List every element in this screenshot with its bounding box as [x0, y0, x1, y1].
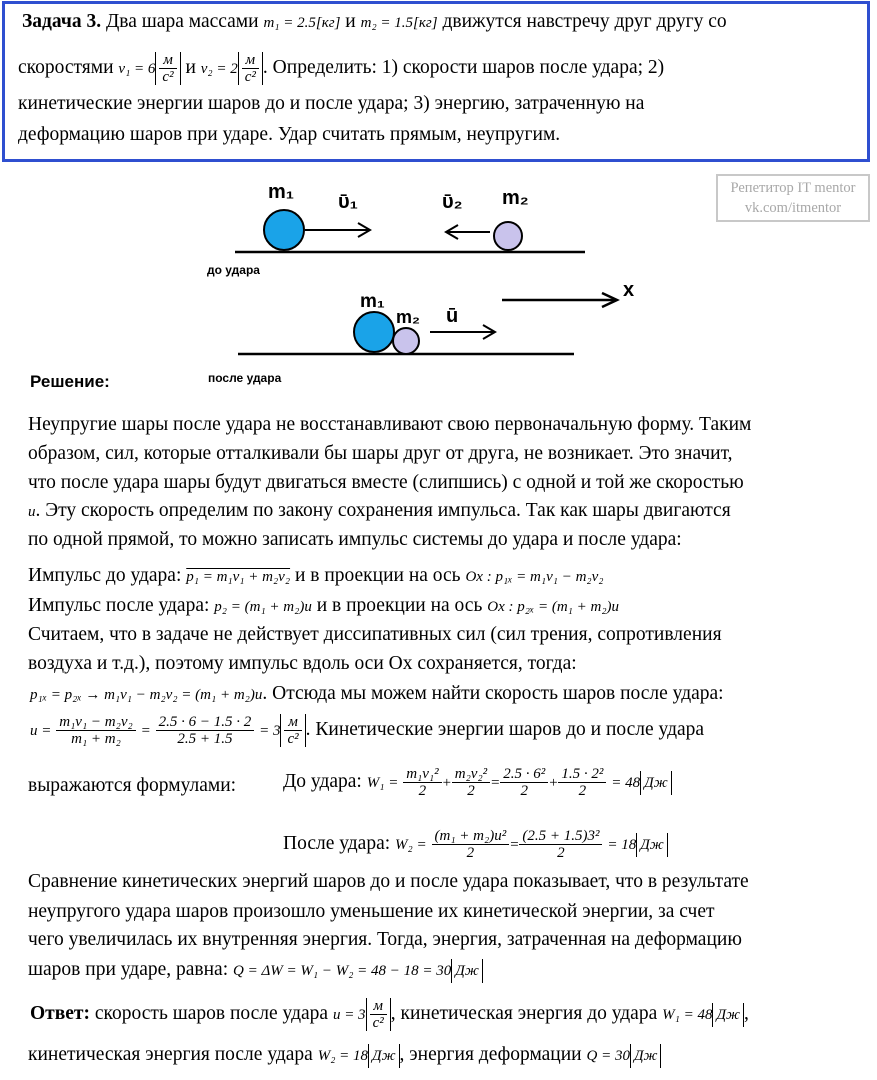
answer-w2: W₂ = 18 [317, 1048, 369, 1064]
solution-text: и в проекции на ось [316, 595, 483, 616]
frac-num: m₂v₂² [452, 766, 490, 783]
frac-den: 2 [520, 783, 529, 799]
solution-line: Считаем, что в задаче не действует диссипативных сил (сил трения, сопротивления [28, 624, 722, 645]
answer-q: Q = 30 [586, 1048, 630, 1064]
solution-line: чего увеличилась их внутренняя энергия. Тогда, энергия, затраченная на деформацию [28, 929, 742, 950]
var-u: u [28, 504, 36, 520]
task-text: и [345, 11, 356, 32]
task-text: . Определить: 1) скорости шаров после удара; 2) [262, 56, 665, 78]
formula-u: u = [30, 722, 52, 739]
unit-joule: Дж [630, 1044, 662, 1068]
label-v1: ῡ₁ [338, 191, 358, 213]
formula-p2x: Ox : p₂ₓ = (m₁ + m₂)u [487, 599, 620, 615]
solution-text: После удара: [283, 832, 391, 854]
task-text: движутся навстречу друг другу со [442, 11, 727, 32]
unit-joule: Дж [636, 833, 668, 857]
formula-w2-result: = 18 [607, 836, 637, 853]
solution-line: что после удара шары будут двигаться вместе (слипшись) с одной и той же скоростью [28, 472, 744, 493]
task-text: Два шара массами [106, 11, 259, 32]
solution-text: шаров при ударе, равна: [28, 959, 229, 980]
ball-m2-icon [393, 328, 419, 354]
task-line-4: деформацию шаров при ударе. Удар считать прямым, неупругим. [18, 124, 561, 145]
frac-den: m₁ + m₂ [71, 731, 121, 747]
solution-text: . Эту скорость определим по закону сохранения импульса. Так как шары двигаются [35, 500, 731, 521]
solution-line: неупругого удара шаров произошло уменьшение их кинетической энергии, за счет [28, 901, 715, 922]
task-line-1 [22, 10, 727, 35]
formula-u-result: = 3 [259, 722, 281, 739]
momentum-before-line [28, 564, 604, 589]
solution-line: Сравнение кинетических энергий шаров до и после удара показывает, что в результате [28, 871, 749, 892]
unit-bracket [155, 52, 180, 85]
watermark [716, 174, 870, 222]
unit-joule: Дж [712, 1003, 744, 1027]
answer-text: , кинетическая энергия до удара [390, 1002, 658, 1024]
ball-m1-icon [354, 312, 394, 352]
solution-text: . Кинетические энергии шаров до и после удара [305, 718, 705, 740]
velocity-formula-line: u = $\frac{\text{m₁v₁ − m₂v₂}}{\text{m₁ + m₂}}$ = $\frac{2.5 \cdot 6 - 1.5 \cdot 2}{2.5 + 1.5}$ = 3 $\frac{м}{\text{с²}}$ . Кинетические энергии шаров до и после удара [30, 714, 705, 747]
energy-before-formula: До удара: W₁ = $\frac{\text{m₁v₁²}}{2}$ + $\frac{\text{m₂v₂²}}{2}$ = $\frac{\text{2.5 · 6²}}{2}$ + $\frac{\text{1.5 · 2²}}{2}$ = 48 Дж [283, 766, 672, 799]
task-text: и [185, 56, 196, 78]
frac-num: m₁v₁ − m₂v₂ [56, 714, 135, 731]
solution-line: выражаются формулами: [28, 775, 237, 796]
unit-den: с² [287, 731, 299, 747]
unit-num: м [242, 52, 259, 69]
label-before: до удара [207, 263, 260, 277]
formula-p1x: Ox : p₁ₓ = m₁v₁ − m₂v₂ [465, 569, 604, 585]
solution-line: образом, сил, которые отталкивали бы шары друг от друга, не возникает. Это значит, [28, 443, 733, 464]
solution-heading: Решение: [30, 372, 110, 391]
formula-m2: m₂ = 1.5[кг] [360, 15, 438, 31]
unit-joule: Дж [451, 959, 483, 983]
answer-title: Ответ: [30, 1002, 91, 1024]
solution-line [28, 958, 483, 983]
task-line-3: кинетические энергии шаров до и после удара; 3) энергию, затраченную на [18, 93, 645, 114]
task-text: скоростями [18, 56, 114, 78]
answer-text: скорость шаров после удара [94, 1002, 329, 1024]
answer-w1: W₁ = 48 [662, 1006, 713, 1023]
solution-line: Неупругие шары после удара не восстанавливают свою первоначальную форму. Таким [28, 414, 752, 435]
unit-joule: Дж [368, 1044, 400, 1068]
formula-v1: v₁ = 6 [118, 60, 156, 77]
unit-num: м [159, 52, 176, 69]
frac-den: 2 [557, 845, 565, 861]
formula-w2: W₂ = [395, 836, 427, 853]
label-x: x [623, 279, 635, 301]
unit-num: м [370, 998, 387, 1015]
ball-m2-icon [494, 222, 522, 250]
unit-den: с² [244, 69, 256, 85]
formula-p1: p₁ = m₁v₁ + m₂v₂ [186, 569, 291, 585]
frac-num: m₁v₁² [403, 766, 441, 783]
solution-line [30, 682, 724, 707]
collision-figure [190, 170, 670, 385]
frac-num: (m₁ + m₂)u² [432, 828, 510, 845]
ball-m1-icon [264, 210, 304, 250]
formula-m1: m₁ = 2.5[кг] [263, 15, 341, 31]
frac-num: 2.5 · 6 − 1.5 · 2 [156, 714, 255, 731]
solution-line: воздуха и т.д.), поэтому импульс вдоль оси Ох сохраняется, тогда: [28, 653, 577, 674]
solution-text: Импульс до удара: [28, 565, 182, 586]
formula-v2: v₂ = 2 [200, 60, 238, 77]
label-m1: m₁ [268, 181, 295, 203]
unit-num: м [284, 714, 301, 731]
answer-text: , энергия деформации [399, 1044, 582, 1065]
solution-text: . Отсюда мы можем найти скорость шаров после удара: [262, 683, 724, 704]
watermark-line: vk.com/itmentor [744, 200, 842, 216]
formula-conservation: p₁ₓ = p₂ₓ → m₁v₁ − m₂v₂ = (m₁ + m₂)u [30, 687, 263, 703]
formula-p2: p₂ = (m₁ + m₂)u [214, 599, 312, 615]
answer-text: кинетическая энергия после удара [28, 1044, 313, 1065]
momentum-after-line [28, 594, 619, 619]
task-title: Задача 3. [22, 11, 102, 32]
unit-den: с² [162, 69, 174, 85]
frac-den: 2 [466, 845, 475, 861]
unit-joule: Дж [640, 771, 672, 795]
label-v2: ῡ₂ [442, 191, 463, 213]
watermark-line: Репетитор IT mentor [730, 180, 856, 196]
energy-after-formula: После удара: W₂ = $\frac{\text{(m₁ + m₂)u²}}{2}$ = $\frac{\text{(2.5 + 1.5)3²}}{2}$ = 18 Дж [283, 828, 668, 861]
label-after: после удара [208, 371, 282, 385]
label-u: ū [446, 305, 459, 327]
label-m1-after: m₁ [360, 291, 385, 312]
solution-line [28, 499, 731, 524]
solution-text: Импульс после удара: [28, 595, 210, 616]
frac-den: 2 [578, 783, 587, 799]
label-m2: m₂ [502, 187, 529, 209]
label-m2-after: m₂ [396, 307, 421, 327]
answer-line-1: Ответ: скорость шаров после удара u = 3 $\frac{м}{\text{с²}}$ , кинетическая энергия до удара W₁ = 48 Дж , [30, 998, 749, 1031]
formula-q: Q = ΔW = W₁ − W₂ = 48 − 18 = 30 [233, 963, 452, 979]
formula-w1: W₁ = [366, 774, 399, 791]
frac-num: (2.5 + 1.5)3² [519, 828, 602, 845]
solution-text: До удара: [283, 770, 362, 792]
formula-w1-result: = 48 [611, 774, 641, 791]
answer-u: u = 3 [332, 1006, 366, 1023]
unit-den: с² [372, 1015, 384, 1031]
unit-bracket [238, 52, 263, 85]
frac-den: 2 [418, 783, 427, 799]
frac-den: 2 [467, 783, 475, 799]
task-line-2 [18, 52, 664, 85]
frac-num: 1.5 · 2² [558, 766, 606, 783]
frac-den: 2.5 + 1.5 [177, 731, 233, 747]
solution-line: по одной прямой, то можно записать импульс системы до удара и после удара: [28, 529, 682, 550]
answer-line-2 [28, 1043, 661, 1068]
frac-num: 2.5 · 6² [500, 766, 548, 783]
solution-text: и в проекции на ось [294, 565, 461, 586]
